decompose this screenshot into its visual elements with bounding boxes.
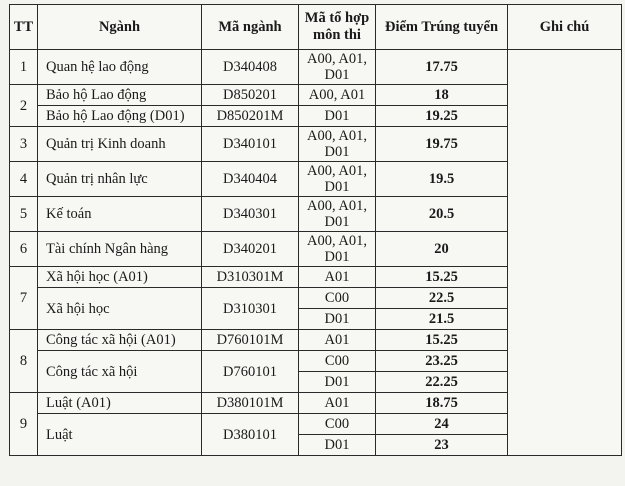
cell-nganh: Xã hội học: [38, 288, 202, 330]
cell-tt: 7: [10, 267, 38, 330]
cell-diem: 19.75: [376, 127, 508, 162]
cell-ma-nganh: D310301M: [202, 267, 299, 288]
cell-to-hop: [299, 197, 376, 232]
cell-nganh: Bảo hộ Lao động (D01): [38, 106, 202, 127]
cell-diem: 21.5: [376, 309, 508, 330]
cell-to-hop: [299, 50, 376, 85]
admission-score-table: [9, 4, 622, 456]
cell-diem: 22.25: [376, 372, 508, 393]
cell-diem: 24: [376, 414, 508, 435]
cell-to-hop: C00: [299, 414, 376, 435]
cell-ma-nganh: D850201M: [202, 106, 299, 127]
cell-to-hop: [299, 162, 376, 197]
to-hop-line2: D01: [324, 249, 350, 265]
cell-tt: 9: [10, 393, 38, 456]
cell-diem: 15.25: [376, 267, 508, 288]
cell-tt: 8: [10, 330, 38, 393]
cell-to-hop: A00, A01: [299, 85, 376, 106]
cell-nganh: Kế toán: [38, 197, 202, 232]
header-nganh: Ngành: [38, 5, 202, 50]
cell-tt: 4: [10, 162, 38, 197]
cell-ghi-chu: [508, 50, 622, 456]
header-diem: Điểm Trúng tuyển: [376, 5, 508, 50]
cell-nganh: Công tác xã hội: [38, 351, 202, 393]
cell-ma-nganh: D850201: [202, 85, 299, 106]
to-hop-line1: A00, A01,: [306, 163, 368, 179]
cell-nganh: Công tác xã hội (A01): [38, 330, 202, 351]
cell-nganh: Quan hệ lao động: [38, 50, 202, 85]
cell-to-hop: A01: [299, 330, 376, 351]
cell-ma-nganh: D340301: [202, 197, 299, 232]
to-hop-line2: D01: [324, 144, 350, 160]
cell-diem: 17.75: [376, 50, 508, 85]
header-ghi-chu: Ghi chú: [508, 5, 622, 50]
cell-tt: 3: [10, 127, 38, 162]
to-hop-line1: A00, A01,: [306, 51, 368, 67]
cell-diem: 18.75: [376, 393, 508, 414]
header-tt: TT: [10, 5, 38, 50]
cell-to-hop: D01: [299, 435, 376, 456]
cell-diem: 19.5: [376, 162, 508, 197]
cell-nganh: Bảo hộ Lao động: [38, 85, 202, 106]
cell-to-hop: [299, 232, 376, 267]
cell-ma-nganh: D310301: [202, 288, 299, 330]
cell-nganh: Luật (A01): [38, 393, 202, 414]
cell-diem: 15.25: [376, 330, 508, 351]
cell-ma-nganh: D340408: [202, 50, 299, 85]
cell-diem: 23.25: [376, 351, 508, 372]
cell-ma-nganh: D340201: [202, 232, 299, 267]
cell-diem: 19.25: [376, 106, 508, 127]
to-hop-line1: A00, A01,: [306, 233, 368, 249]
cell-nganh: Quản trị Kinh doanh: [38, 127, 202, 162]
cell-diem: 18: [376, 85, 508, 106]
to-hop-line2: D01: [324, 67, 350, 83]
cell-nganh: Tài chính Ngân hàng: [38, 232, 202, 267]
to-hop-line1: A00, A01,: [306, 128, 368, 144]
cell-tt: 5: [10, 197, 38, 232]
to-hop-line1: A00, A01,: [306, 198, 368, 214]
cell-tt: 2: [10, 85, 38, 127]
cell-to-hop: A01: [299, 393, 376, 414]
cell-diem: 22.5: [376, 288, 508, 309]
cell-to-hop: D01: [299, 309, 376, 330]
cell-ma-nganh: D760101M: [202, 330, 299, 351]
cell-diem: 20: [376, 232, 508, 267]
cell-ma-nganh: D380101: [202, 414, 299, 456]
cell-ma-nganh: D340101: [202, 127, 299, 162]
cell-to-hop: C00: [299, 288, 376, 309]
header-ma-nganh: Mã ngành: [202, 5, 299, 50]
cell-ma-nganh: D760101: [202, 351, 299, 393]
cell-to-hop: D01: [299, 372, 376, 393]
cell-to-hop: D01: [299, 106, 376, 127]
header-ma-to-hop: Mã tổ hợp môn thi: [299, 5, 376, 50]
header-row: [10, 5, 622, 50]
cell-ma-nganh: D380101M: [202, 393, 299, 414]
table-row: [10, 50, 622, 85]
cell-to-hop: A01: [299, 267, 376, 288]
cell-tt: 6: [10, 232, 38, 267]
cell-nganh: Luật: [38, 414, 202, 456]
cell-to-hop: [299, 127, 376, 162]
to-hop-line2: D01: [324, 214, 350, 230]
cell-diem: 23: [376, 435, 508, 456]
cell-nganh: Quản trị nhân lực: [38, 162, 202, 197]
to-hop-line2: D01: [324, 179, 350, 195]
cell-ma-nganh: D340404: [202, 162, 299, 197]
cell-tt: 1: [10, 50, 38, 85]
cell-nganh: Xã hội học (A01): [38, 267, 202, 288]
cell-to-hop: C00: [299, 351, 376, 372]
cell-diem: 20.5: [376, 197, 508, 232]
